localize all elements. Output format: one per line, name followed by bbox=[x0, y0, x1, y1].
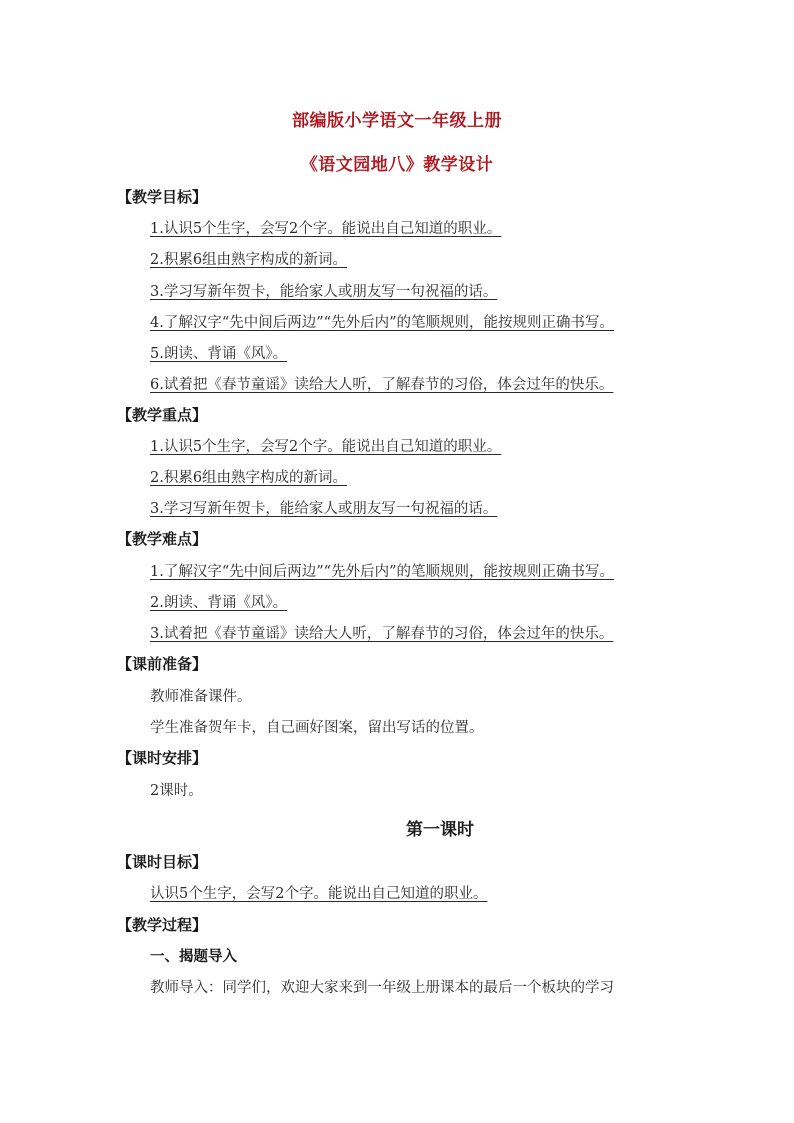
key-point-text: 1.认识5个生字，会写2个字。能说出自己知道的职业。 bbox=[150, 439, 502, 455]
key-point-text: 2.积累6组由熟字构成的新词。 bbox=[150, 470, 348, 486]
lesson1-goal-text: 认识5个生字，会写2个字。能说出自己知道的职业。 bbox=[150, 886, 488, 902]
preparation-item: 学生准备贺年卡，自己画好图案，留出写话的位置。 bbox=[150, 720, 484, 736]
doc-title-series: 部编版小学语文一年级上册 bbox=[292, 111, 502, 131]
lesson1-goal-heading: 【课时目标】 bbox=[117, 853, 208, 871]
objective-item bbox=[150, 280, 497, 301]
objective-text: 6.试着把《春节童谣》读给大人听，了解春节的习俗，体会过年的快乐。 bbox=[150, 377, 614, 393]
key-point-item bbox=[150, 435, 501, 456]
objective-text: 2.积累6组由熟字构成的新词。 bbox=[150, 252, 348, 268]
objective-item bbox=[150, 248, 347, 269]
objective-text: 3.学习写新年贺卡，能给家人或朋友写一句祝福的话。 bbox=[150, 284, 498, 300]
schedule-heading: 【课时安排】 bbox=[117, 749, 208, 767]
step1-title: 一、揭题导入 bbox=[150, 948, 237, 965]
difficulty-text: 2.朗读、背诵《风》。 bbox=[150, 595, 288, 611]
lesson1-title: 第一课时 bbox=[406, 820, 474, 840]
preparation-heading: 【课前准备】 bbox=[117, 655, 208, 673]
difficulty-item bbox=[150, 560, 614, 581]
key-point-text: 3.学习写新年贺卡，能给家人或朋友写一句祝福的话。 bbox=[150, 501, 498, 517]
key-point-item bbox=[150, 466, 347, 487]
difficulties-heading: 【教学难点】 bbox=[117, 530, 208, 548]
difficulty-item bbox=[150, 591, 287, 612]
objective-item bbox=[150, 217, 501, 238]
difficulty-text: 3.试着把《春节童谣》读给大人听，了解春节的习俗，体会过年的快乐。 bbox=[150, 626, 614, 642]
objectives-heading: 【教学目标】 bbox=[117, 188, 208, 206]
objective-text: 5.朗读、背诵《风》。 bbox=[150, 346, 288, 362]
schedule-text: 2课时。 bbox=[150, 783, 203, 799]
preparation-item: 教师准备课件。 bbox=[150, 689, 252, 705]
objective-item bbox=[150, 311, 614, 332]
objective-item bbox=[150, 373, 613, 394]
process-heading: 【教学过程】 bbox=[117, 916, 208, 934]
lesson1-goal-item bbox=[150, 882, 487, 903]
objective-text: 4.了解汉字“先中间后两边”“先外后内”的笔顺规则，能按规则正确书写。 bbox=[150, 315, 614, 331]
difficulty-text: 1.了解汉字“先中间后两边”“先外后内”的笔顺规则，能按规则正确书写。 bbox=[150, 564, 614, 580]
key-points-heading: 【教学重点】 bbox=[117, 406, 208, 424]
difficulty-item bbox=[150, 622, 613, 643]
objective-text: 1.认识5个生字，会写2个字。能说出自己知道的职业。 bbox=[150, 221, 502, 237]
doc-title-lesson: 《语文园地八》教学设计 bbox=[300, 155, 494, 175]
step1-text: 教师导入：同学们，欢迎大家来到一年级上册课本的最后一个板块的学习 bbox=[150, 980, 614, 996]
objective-item bbox=[150, 342, 287, 363]
key-point-item bbox=[150, 497, 497, 518]
